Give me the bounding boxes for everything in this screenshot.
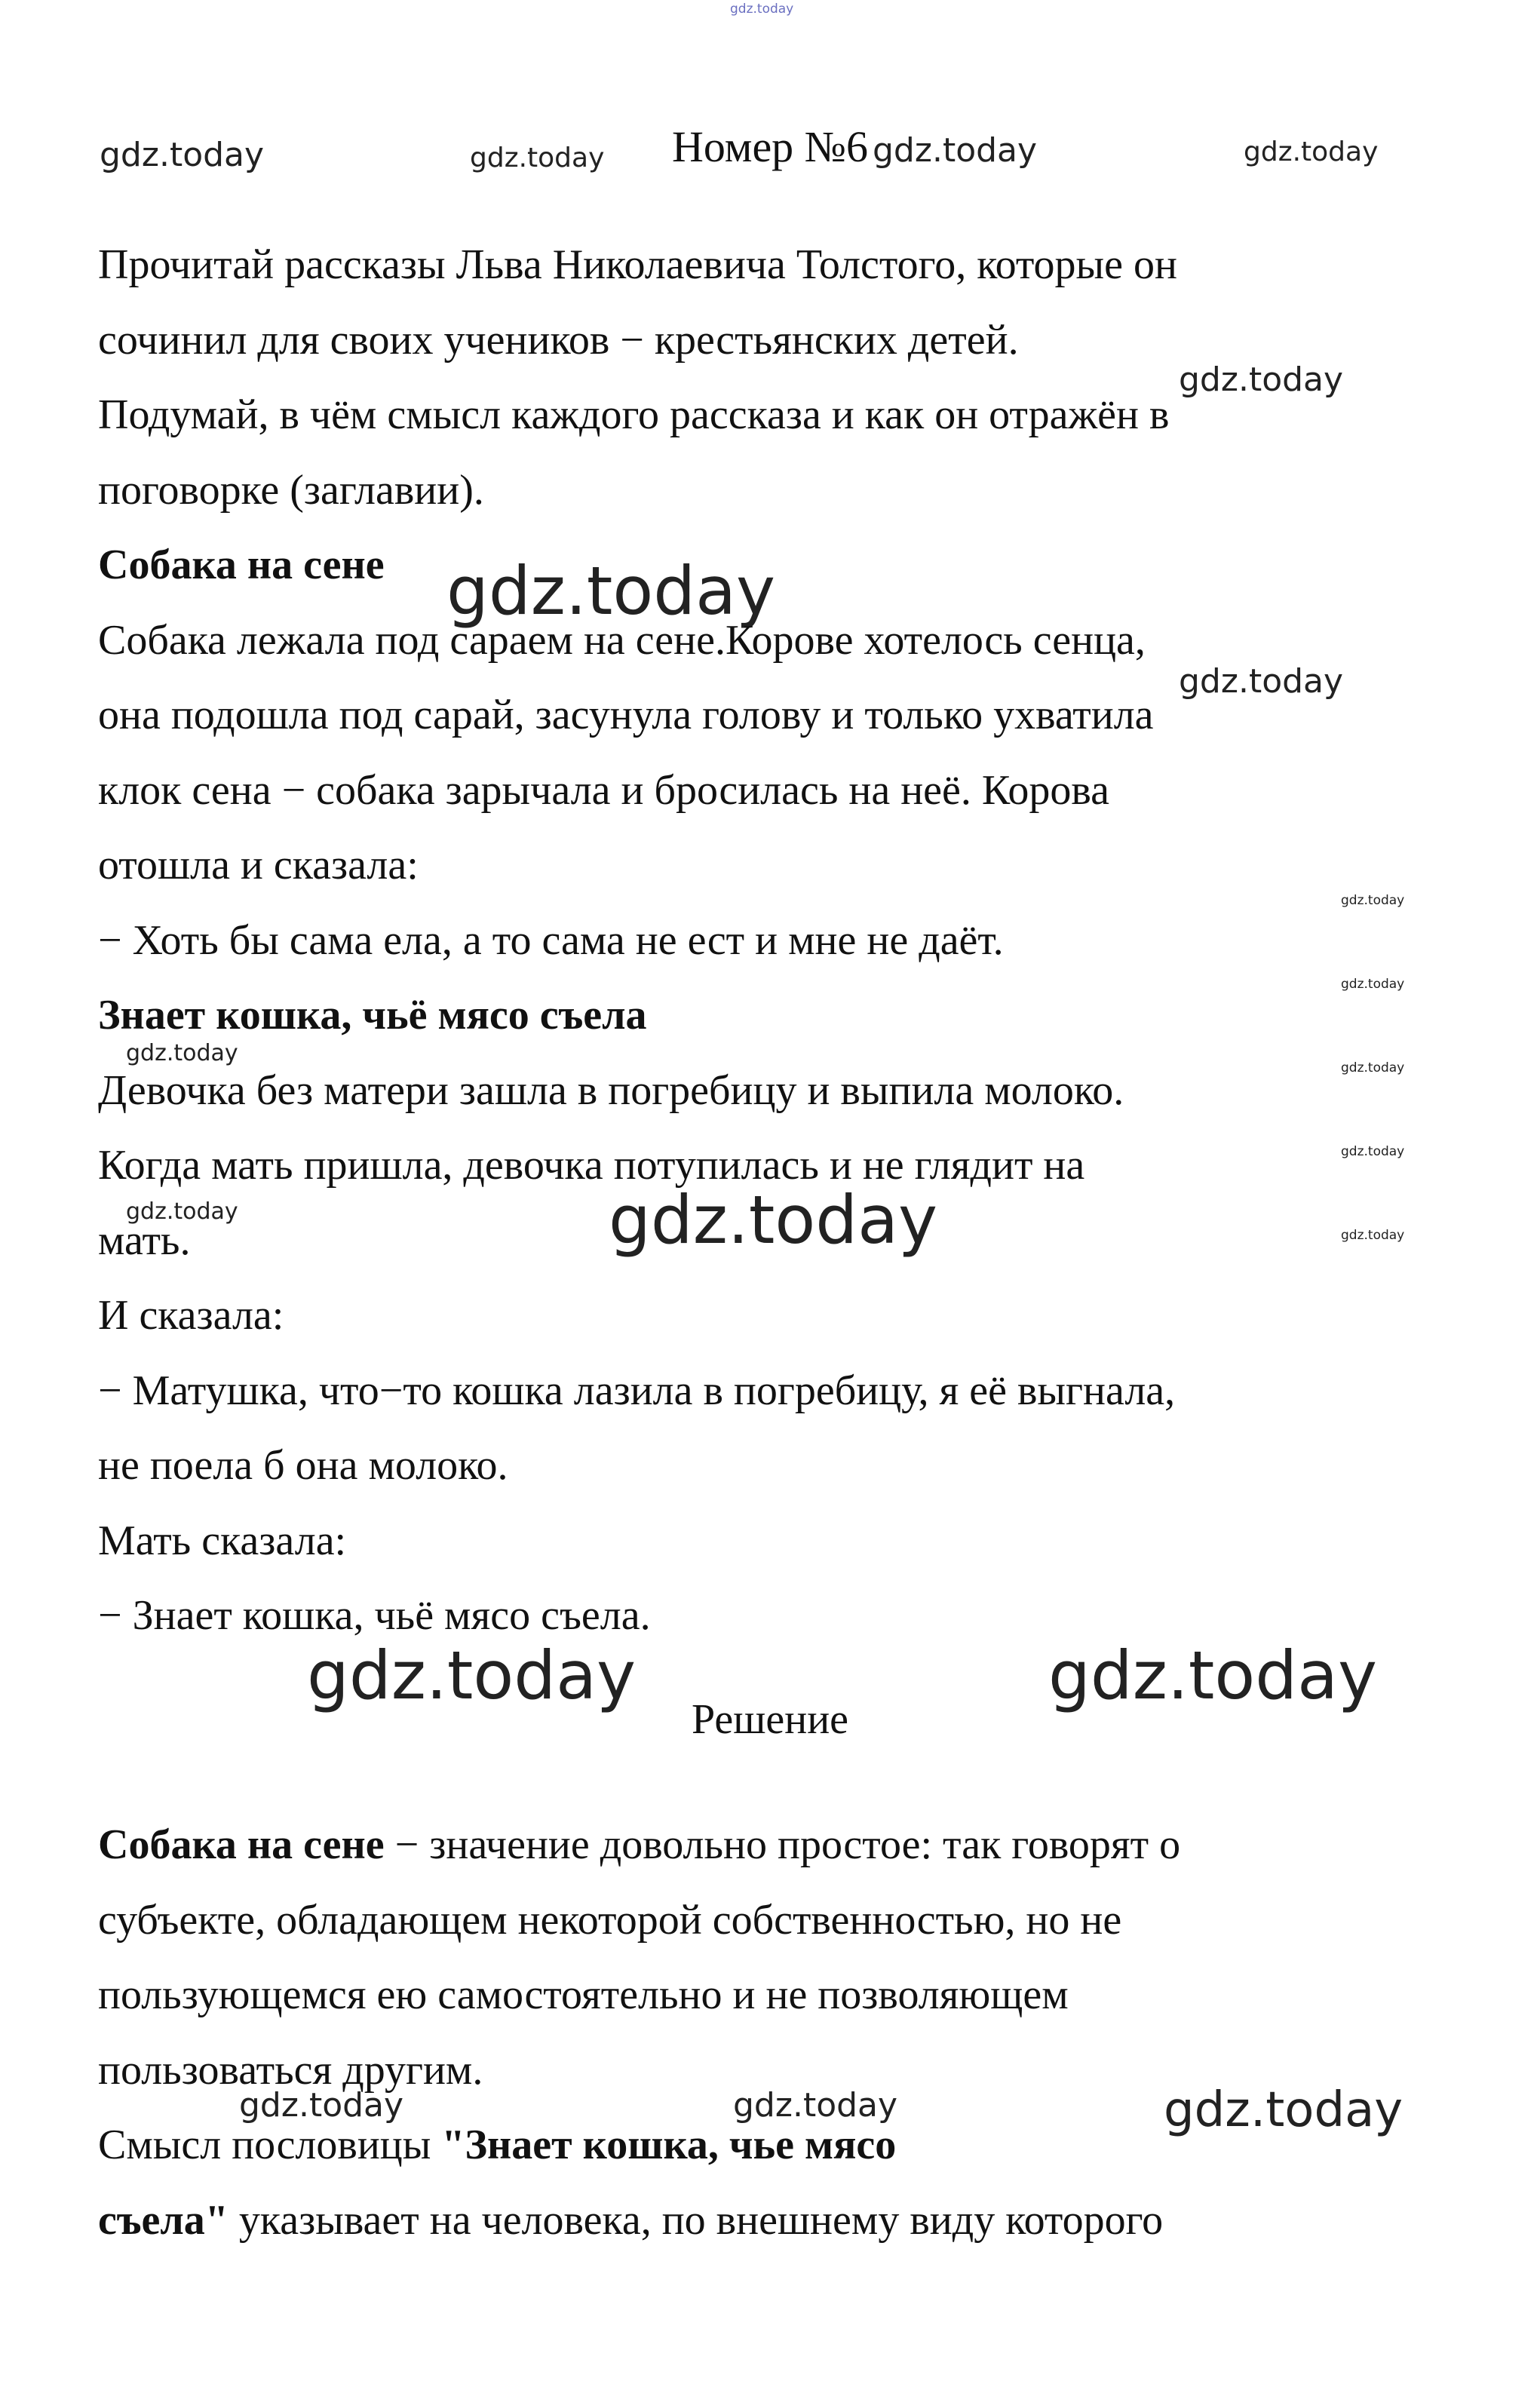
- solution-title: Решение: [691, 1696, 849, 1743]
- solution-line: [98, 2183, 1448, 2259]
- solution-term-cat: "Знает кошка, чье мясо: [441, 2122, 897, 2168]
- watermark: gdz.today: [873, 131, 1038, 170]
- solution-line: [98, 2108, 1448, 2183]
- watermark: gdz.today: [1341, 1060, 1405, 1075]
- page-title: Номер №6: [671, 122, 869, 171]
- watermark: gdz.today: [100, 136, 265, 174]
- watermark: gdz.today: [1164, 2082, 1403, 2138]
- story-line: клок сена − собака зарычала и бросилась на неё. Корова: [98, 766, 1109, 814]
- solution-line: [98, 1808, 1448, 1883]
- watermark: gdz.today: [126, 1040, 238, 1066]
- solution-line-rest: − значение довольно простое: так говорят о: [384, 1821, 1181, 1868]
- watermark: gdz.today: [1341, 1228, 1405, 1243]
- story-heading-cat: Знает кошка, чьё мясо съела: [98, 992, 647, 1039]
- story-line: Собака лежала под сараем на сене.Корове хотелось сенца,: [98, 616, 1146, 664]
- watermark: gdz.today: [126, 1198, 238, 1225]
- watermark: gdz.today: [730, 2, 794, 17]
- watermark: gdz.today: [1179, 361, 1344, 399]
- watermark: gdz.today: [1341, 977, 1405, 992]
- story-line: Когда мать пришла, девочка потупилась и не глядит на: [98, 1142, 1085, 1189]
- solution-prefix: Смысл пословицы: [98, 2122, 442, 2168]
- solution-term-cat-end: съела": [98, 2196, 229, 2244]
- story-line: отошла и сказала:: [98, 842, 419, 888]
- watermark: gdz.today: [239, 2086, 404, 2125]
- watermark: gdz.today: [307, 1637, 637, 1714]
- solution-line: субъекте, обладающем некоторой собственностью, но не: [98, 1896, 1122, 1944]
- solution-line: пользоваться другим.: [98, 2046, 483, 2094]
- solution-term-dog: Собака на сене: [98, 1821, 385, 1868]
- story-line: Девочка без матери зашла в погребицу и выпила молоко.: [98, 1066, 1124, 1114]
- watermark: gdz.today: [1341, 893, 1405, 908]
- watermark: gdz.today: [1179, 662, 1344, 701]
- story-line: − Матушка, что−то кошка лазила в погребицу, я её выгнала,: [98, 1367, 1176, 1414]
- solution-text: [98, 1808, 1448, 2258]
- intro-line: Прочитай рассказы Льва Николаевича Толстого, которые он: [98, 241, 1178, 288]
- watermark: gdz.today: [733, 2086, 898, 2125]
- story-heading-dog: Собака на сене: [98, 542, 385, 588]
- intro-line: сочинил для своих учеников − крестьянских детей.: [98, 316, 1019, 364]
- story-line: − Знает кошка, чьё мясо съела.: [98, 1592, 651, 1639]
- story-line: И сказала:: [98, 1292, 284, 1339]
- intro-line: поговорке (заглавии).: [98, 466, 484, 514]
- watermark: gdz.today: [1048, 1637, 1378, 1714]
- intro-line: Подумай, в чём смысл каждого рассказа и как он отражён в: [98, 391, 1170, 438]
- story-line: не поела б она молоко.: [98, 1442, 508, 1489]
- story-line: Мать сказала:: [98, 1517, 347, 1564]
- watermark: gdz.today: [470, 143, 605, 173]
- story-line: − Хоть бы сама ела, а то сама не ест и мне не даёт.: [98, 916, 1004, 964]
- watermark: gdz.today: [1244, 137, 1379, 167]
- watermark: gdz.today: [1341, 1144, 1405, 1159]
- solution-line-rest: указывает на человека, по внешнему виду которого: [228, 2196, 1164, 2244]
- task-text: [98, 228, 1448, 1654]
- watermark: gdz.today: [609, 1181, 938, 1259]
- solution-line: пользующемся ею самостоятельно и не позволяющем: [98, 1971, 1069, 2018]
- story-line: она подошла под сарай, засунула голову и только ухватила: [98, 692, 1154, 738]
- watermark: gdz.today: [446, 552, 776, 630]
- story-line: мать.: [98, 1217, 191, 1264]
